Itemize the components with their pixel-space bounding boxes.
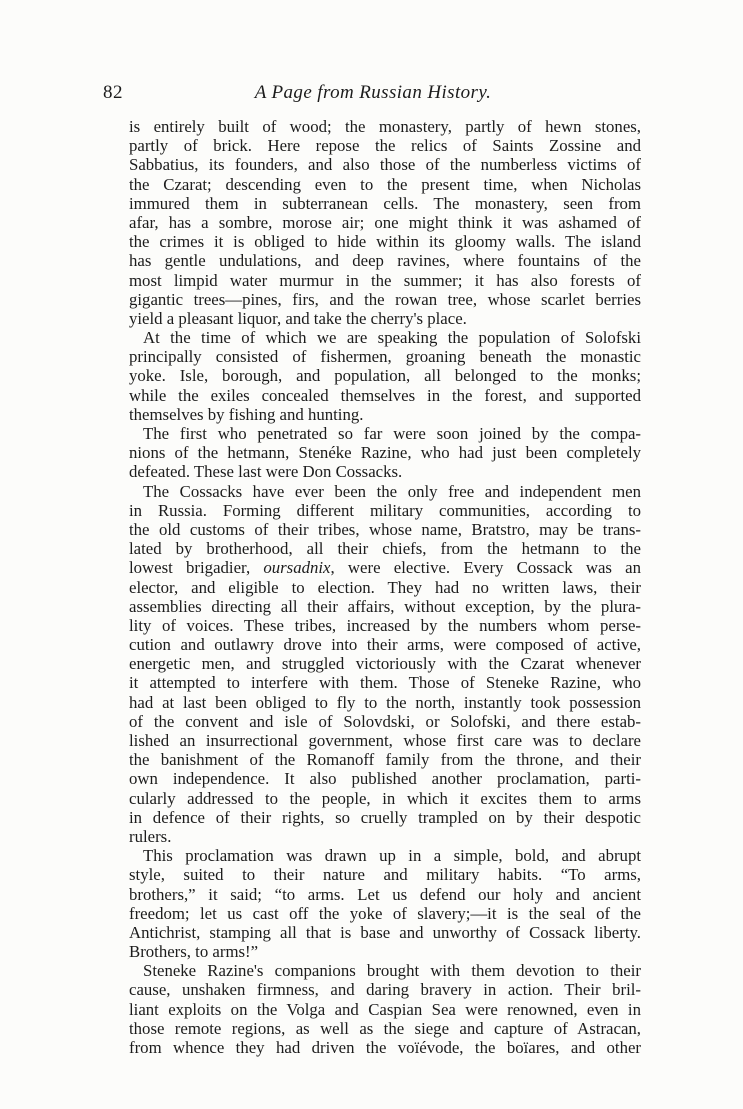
text-line: the old customs of their tribes, whose name, Bratstro, may be trans- bbox=[129, 519, 641, 539]
text-line: This proclamation was drawn up in a simple, bold, and abrupt bbox=[143, 846, 641, 866]
page-header bbox=[103, 82, 643, 108]
text-line: from whence they had driven the voïévode, the boïares, and other bbox=[129, 1038, 641, 1057]
text-line: liant exploits on the Volga and Caspian Sea were renowned, even in bbox=[129, 999, 641, 1019]
text-line: principally consisted of fishermen, groaning beneath the monastic bbox=[129, 347, 641, 367]
text-line: themselves by fishing and hunting. bbox=[129, 404, 364, 424]
text-line: cution and outlawry drove into their arms, were composed of active, bbox=[129, 635, 641, 655]
italic-term: oursadnix bbox=[263, 558, 331, 578]
text-line: of the convent and isle of Solovdski, or Solofski, and there estab- bbox=[129, 711, 641, 731]
text-line: lity of voices. These tribes, increased by the numbers whom perse- bbox=[129, 615, 641, 635]
text-line: style, suited to their nature and military habits. “To arms, bbox=[129, 865, 641, 885]
text-line: the banishment of the Romanoff family from the throne, and their bbox=[129, 750, 641, 770]
text-line: energetic men, and struggled victoriously with the Czarat whenever bbox=[129, 654, 641, 674]
text-line: assemblies directing all their affairs, without exception, by the plura- bbox=[129, 596, 641, 616]
text-line: while the exiles concealed themselves in the forest, and supported bbox=[129, 385, 641, 405]
text-line: the Czarat; descending even to the present time, when Nicholas bbox=[129, 174, 641, 194]
text-line: it attempted to interfere with them. Those of Steneke Razine, who bbox=[129, 673, 641, 693]
text-line: Steneke Razine's companions brought with them devotion to their bbox=[143, 961, 641, 981]
text-line: At the time of which we are speaking the population of Solofski bbox=[143, 328, 641, 348]
text-line: The first who penetrated so far were soon joined by the compa- bbox=[143, 424, 641, 443]
text-line: cause, unshaken firmness, and daring bravery in action. Their bril- bbox=[129, 980, 641, 1000]
text-line: gigantic trees—pines, firs, and the rowan tree, whose scarlet berries bbox=[129, 289, 641, 309]
running-title: A Page from Russian History. bbox=[254, 82, 492, 103]
text-line: lowest brigadier, oursadnix, were elective. Every Cossack was an bbox=[129, 558, 641, 578]
text-line: freedom; let us cast off the yoke of slavery;—it is the seal of the bbox=[129, 903, 641, 923]
text-line: afar, has a sombre, morose air; one might think it was ashamed of bbox=[129, 212, 641, 232]
text-line: rulers. bbox=[129, 826, 172, 846]
text-line: partly of brick. Here repose the relics of Saints Zossine and bbox=[129, 136, 641, 156]
text-line: the crimes it is obliged to hide within its gloomy walls. The island bbox=[129, 232, 641, 252]
text-line: had at last been obliged to fly to the north, instantly took possession bbox=[129, 692, 641, 712]
text-line: lished an insurrectional government, whose first care was to declare bbox=[129, 731, 641, 750]
text-line: Sabbatius, its founders, and also those of the numberless victims of bbox=[129, 155, 641, 175]
text-line: yoke. Isle, borough, and population, all belonged to the monks; bbox=[129, 366, 641, 386]
text-line: in defence of their rights, so cruelly trampled on by their despotic bbox=[129, 807, 641, 827]
page-number: 82 bbox=[103, 82, 123, 103]
text-line: elector, and eligible to election. They had no written laws, their bbox=[129, 577, 641, 597]
text-line: Brothers, to arms!” bbox=[129, 942, 259, 962]
text-line: is entirely built of wood; the monastery, partly of hewn stones, bbox=[129, 117, 641, 136]
text-line: has gentle undulations, and deep ravines, where fountains of the bbox=[129, 251, 641, 271]
text-line: lated by brotherhood, all their chiefs, from the hetmann to the bbox=[129, 539, 641, 559]
text-line: in Russia. Forming different military communities, according to bbox=[129, 500, 641, 520]
text-line: brothers,” it said; “to arms. Let us defend our holy and ancient bbox=[129, 884, 641, 904]
text-line: yield a pleasant liquor, and take the cherry's place. bbox=[129, 308, 467, 328]
body-text bbox=[129, 117, 641, 1057]
text-line: The Cossacks have ever been the only free and independent men bbox=[143, 481, 641, 501]
text-line: most limpid water murmur in the summer; it has also forests of bbox=[129, 270, 641, 290]
text-line: those remote regions, as well as the siege and capture of Astracan, bbox=[129, 1018, 641, 1038]
text-line: nions of the hetmann, Stenéke Razine, who had just been completely bbox=[129, 443, 641, 463]
text-line: Antichrist, stamping all that is base and unworthy of Cossack liberty. bbox=[129, 922, 641, 942]
text-line: own independence. It also published another proclamation, parti- bbox=[129, 769, 641, 789]
text-line: immured them in subterranean cells. The monastery, seen from bbox=[129, 193, 641, 213]
text-line: cularly addressed to the people, in which it excites them to arms bbox=[129, 788, 641, 808]
text-line: defeated. These last were Don Cossacks. bbox=[129, 462, 403, 482]
